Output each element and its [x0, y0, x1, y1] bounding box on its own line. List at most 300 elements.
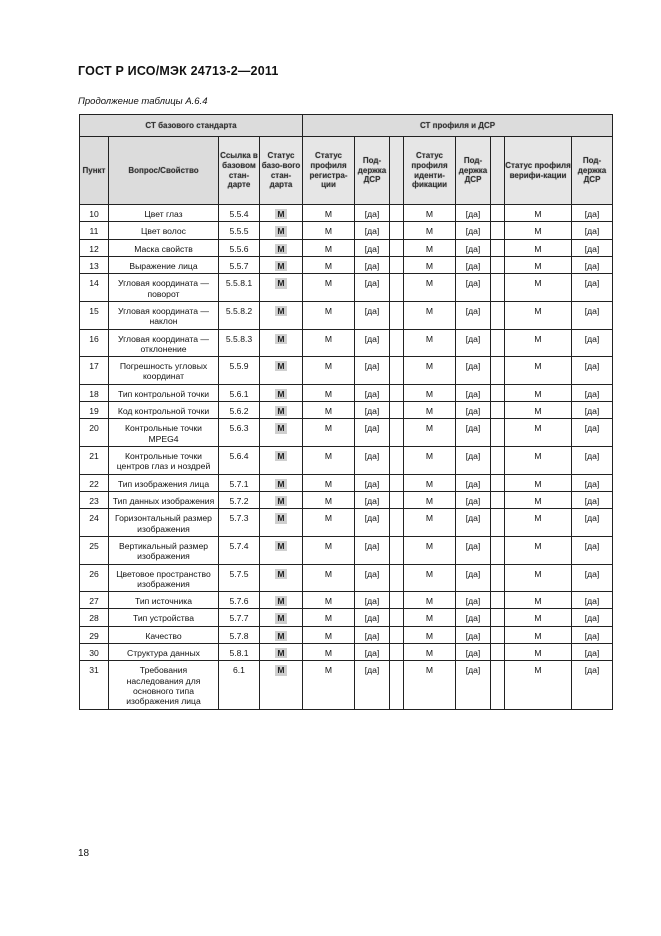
cell-identification-status: М: [404, 239, 456, 256]
cell-base-status: [260, 509, 303, 537]
cell-identification-support: [да]: [456, 402, 491, 419]
cell-verification-support: [да]: [572, 274, 613, 302]
status-badge: М: [277, 333, 285, 344]
cell-gap: [491, 626, 505, 643]
cell-registration-support: [да]: [355, 509, 390, 537]
column-header-question: Вопрос/Свойство: [109, 137, 219, 205]
cell-registration-support: [да]: [355, 536, 390, 564]
cell-base-status: [260, 644, 303, 661]
cell-identification-status: М: [404, 491, 456, 508]
cell-identification-status: М: [404, 301, 456, 329]
cell-identification-support: [да]: [456, 491, 491, 508]
table-row: [80, 474, 613, 491]
cell-verification-status: М: [505, 491, 572, 508]
cell-base-status: [260, 256, 303, 273]
cell-verification-support: [да]: [572, 222, 613, 239]
cell-registration-status: М: [303, 419, 355, 447]
cell-gap: [491, 384, 505, 401]
cell-verification-support: [да]: [572, 626, 613, 643]
cell-base-ref: 5.7.8: [219, 626, 260, 643]
cell-registration-status: М: [303, 357, 355, 385]
cell-verification-support: [да]: [572, 609, 613, 626]
cell-registration-status: М: [303, 205, 355, 222]
status-badge: М: [277, 540, 285, 551]
table-row: [80, 509, 613, 537]
cell-verification-status: М: [505, 644, 572, 661]
cell-question: Тип устройства: [109, 609, 219, 626]
cell-verification-support: [да]: [572, 447, 613, 475]
cell-base-status: [260, 447, 303, 475]
cell-gap: [390, 402, 404, 419]
cell-verification-support: [да]: [572, 644, 613, 661]
cell-registration-support: [да]: [355, 222, 390, 239]
cell-registration-support: [да]: [355, 205, 390, 222]
cell-verification-support: [да]: [572, 536, 613, 564]
table-row: [80, 402, 613, 419]
cell-identification-status: М: [404, 329, 456, 357]
cell-base-ref: 5.5.7: [219, 256, 260, 273]
cell-item-number: 17: [80, 357, 109, 385]
cell-identification-status: М: [404, 357, 456, 385]
cell-verification-support: [да]: [572, 357, 613, 385]
cell-gap: [491, 419, 505, 447]
cell-verification-support: [да]: [572, 256, 613, 273]
table-row: [80, 239, 613, 256]
cell-item-number: 30: [80, 644, 109, 661]
table-row: [80, 661, 613, 709]
cell-item-number: 20: [80, 419, 109, 447]
cell-identification-support: [да]: [456, 609, 491, 626]
cell-identification-support: [да]: [456, 592, 491, 609]
status-badge: М: [277, 568, 285, 579]
cell-base-status: [260, 609, 303, 626]
cell-verification-support: [да]: [572, 661, 613, 709]
cell-registration-support: [да]: [355, 564, 390, 592]
cell-verification-status: М: [505, 402, 572, 419]
conformance-table: [79, 114, 613, 710]
cell-verification-support: [да]: [572, 205, 613, 222]
table-row: [80, 329, 613, 357]
table-row: [80, 536, 613, 564]
cell-verification-status: М: [505, 239, 572, 256]
cell-item-number: 13: [80, 256, 109, 273]
column-header-verification-status: Статус профиля верифи-кации: [505, 137, 572, 205]
cell-base-ref: 5.7.3: [219, 509, 260, 537]
table-row: [80, 447, 613, 475]
cell-identification-status: М: [404, 536, 456, 564]
cell-identification-support: [да]: [456, 205, 491, 222]
cell-item-number: 19: [80, 402, 109, 419]
cell-item-number: 11: [80, 222, 109, 239]
table-row: [80, 222, 613, 239]
cell-question: Тип источника: [109, 592, 219, 609]
cell-registration-support: [да]: [355, 474, 390, 491]
cell-identification-support: [да]: [456, 222, 491, 239]
cell-gap: [390, 626, 404, 643]
profile-group-header: СТ профиля и ДСР: [303, 115, 613, 137]
cell-verification-support: [да]: [572, 384, 613, 401]
cell-registration-status: М: [303, 384, 355, 401]
cell-identification-support: [да]: [456, 536, 491, 564]
status-badge: М: [277, 495, 285, 506]
cell-question: Цвет волос: [109, 222, 219, 239]
cell-verification-support: [да]: [572, 239, 613, 256]
cell-base-status: [260, 419, 303, 447]
table-row: [80, 609, 613, 626]
cell-identification-support: [да]: [456, 447, 491, 475]
column-header-verification-support: Под-держка ДСР: [572, 137, 613, 205]
status-badge: М: [277, 226, 285, 237]
status-badge: М: [277, 648, 285, 659]
cell-verification-support: [да]: [572, 301, 613, 329]
cell-gap: [491, 491, 505, 508]
cell-gap: [491, 609, 505, 626]
column-header-registration-support: Под-держка ДСР: [355, 137, 390, 205]
cell-base-ref: 5.5.8.1: [219, 274, 260, 302]
cell-verification-status: М: [505, 592, 572, 609]
cell-question: Требования наследования для основного типа изображения лица: [109, 661, 219, 709]
status-badge: М: [277, 243, 285, 254]
cell-item-number: 10: [80, 205, 109, 222]
cell-gap: [390, 239, 404, 256]
cell-gap: [390, 536, 404, 564]
cell-registration-status: М: [303, 626, 355, 643]
cell-registration-support: [да]: [355, 301, 390, 329]
cell-gap: [390, 222, 404, 239]
cell-gap: [390, 491, 404, 508]
cell-base-ref: 5.5.4: [219, 205, 260, 222]
cell-base-status: [260, 357, 303, 385]
table-body: [80, 205, 613, 710]
cell-gap: [491, 644, 505, 661]
cell-verification-support: [да]: [572, 491, 613, 508]
table-row: [80, 419, 613, 447]
status-badge: М: [277, 596, 285, 607]
cell-verification-status: М: [505, 222, 572, 239]
cell-registration-support: [да]: [355, 661, 390, 709]
cell-item-number: 22: [80, 474, 109, 491]
cell-base-status: [260, 205, 303, 222]
cell-gap: [390, 609, 404, 626]
cell-gap: [390, 419, 404, 447]
cell-gap: [491, 357, 505, 385]
cell-registration-support: [да]: [355, 402, 390, 419]
cell-identification-status: М: [404, 256, 456, 273]
cell-gap: [390, 509, 404, 537]
cell-item-number: 28: [80, 609, 109, 626]
cell-gap: [390, 329, 404, 357]
status-badge: М: [277, 406, 285, 417]
cell-registration-status: М: [303, 239, 355, 256]
status-badge: М: [277, 513, 285, 524]
cell-gap: [491, 205, 505, 222]
cell-gap: [390, 301, 404, 329]
cell-base-status: [260, 239, 303, 256]
cell-gap: [491, 536, 505, 564]
cell-question: Угловая координата — поворот: [109, 274, 219, 302]
status-badge: М: [277, 451, 285, 461]
cell-gap: [491, 301, 505, 329]
table-row: [80, 384, 613, 401]
cell-verification-status: М: [505, 626, 572, 643]
column-gap: [390, 137, 404, 205]
column-header-base-ref: Ссылка в базовом стан-дарте: [219, 137, 260, 205]
table-caption: Продолжение таблицы А.6.4: [78, 96, 208, 107]
cell-identification-support: [да]: [456, 509, 491, 537]
cell-base-ref: 5.7.5: [219, 564, 260, 592]
table-row: [80, 357, 613, 385]
cell-verification-status: М: [505, 474, 572, 491]
page-number: 18: [78, 848, 90, 859]
cell-gap: [390, 256, 404, 273]
cell-registration-status: М: [303, 329, 355, 357]
cell-verification-status: М: [505, 447, 572, 475]
cell-registration-status: М: [303, 222, 355, 239]
cell-registration-status: М: [303, 509, 355, 537]
cell-gap: [390, 447, 404, 475]
cell-gap: [390, 474, 404, 491]
cell-gap: [390, 384, 404, 401]
cell-question: Угловая координата — отклонение: [109, 329, 219, 357]
cell-identification-status: М: [404, 564, 456, 592]
cell-question: Погрешность угловых координат: [109, 357, 219, 385]
cell-registration-status: М: [303, 474, 355, 491]
cell-item-number: 23: [80, 491, 109, 508]
cell-base-ref: 5.6.3: [219, 419, 260, 447]
cell-verification-status: М: [505, 564, 572, 592]
cell-base-ref: 5.7.1: [219, 474, 260, 491]
cell-gap: [390, 644, 404, 661]
cell-question: Тип изображения лица: [109, 474, 219, 491]
cell-question: Маска свойств: [109, 239, 219, 256]
cell-base-ref: 5.6.1: [219, 384, 260, 401]
cell-gap: [491, 661, 505, 709]
cell-base-status: [260, 536, 303, 564]
cell-registration-support: [да]: [355, 384, 390, 401]
cell-registration-support: [да]: [355, 329, 390, 357]
cell-base-status: [260, 592, 303, 609]
cell-verification-status: М: [505, 661, 572, 709]
cell-question: Контрольные точки центров глаз и ноздрей: [109, 447, 219, 475]
cell-identification-support: [да]: [456, 384, 491, 401]
cell-gap: [491, 274, 505, 302]
cell-registration-status: М: [303, 256, 355, 273]
cell-identification-support: [да]: [456, 564, 491, 592]
status-badge: М: [277, 209, 285, 219]
cell-identification-support: [да]: [456, 357, 491, 385]
cell-gap: [390, 661, 404, 709]
cell-registration-support: [да]: [355, 274, 390, 302]
table-row: [80, 205, 613, 222]
cell-registration-support: [да]: [355, 626, 390, 643]
cell-item-number: 16: [80, 329, 109, 357]
column-header-identification-status: Статус профиля иденти-фикации: [404, 137, 456, 205]
cell-base-status: [260, 384, 303, 401]
cell-verification-support: [да]: [572, 474, 613, 491]
status-badge: М: [277, 478, 285, 489]
cell-item-number: 27: [80, 592, 109, 609]
cell-item-number: 14: [80, 274, 109, 302]
cell-verification-status: М: [505, 384, 572, 401]
cell-gap: [491, 592, 505, 609]
cell-question: Цветовое пространство изображения: [109, 564, 219, 592]
cell-base-ref: 5.7.4: [219, 536, 260, 564]
cell-verification-support: [да]: [572, 564, 613, 592]
cell-item-number: 18: [80, 384, 109, 401]
table-row: [80, 301, 613, 329]
cell-base-status: [260, 626, 303, 643]
cell-identification-support: [да]: [456, 419, 491, 447]
cell-verification-support: [да]: [572, 402, 613, 419]
cell-question: Качество: [109, 626, 219, 643]
cell-identification-status: М: [404, 661, 456, 709]
cell-registration-status: М: [303, 447, 355, 475]
cell-verification-status: М: [505, 357, 572, 385]
cell-question: Код контрольной точки: [109, 402, 219, 419]
cell-verification-status: М: [505, 609, 572, 626]
cell-registration-support: [да]: [355, 491, 390, 508]
cell-verification-status: М: [505, 419, 572, 447]
cell-identification-status: М: [404, 626, 456, 643]
table-row: [80, 256, 613, 273]
cell-registration-status: М: [303, 301, 355, 329]
cell-base-ref: 5.6.2: [219, 402, 260, 419]
cell-verification-support: [да]: [572, 592, 613, 609]
cell-identification-status: М: [404, 609, 456, 626]
column-header-identification-support: Под-держка ДСР: [456, 137, 491, 205]
cell-gap: [491, 474, 505, 491]
cell-identification-support: [да]: [456, 256, 491, 273]
cell-question: Горизонтальный размер изображения: [109, 509, 219, 537]
cell-verification-status: М: [505, 256, 572, 273]
cell-registration-support: [да]: [355, 644, 390, 661]
cell-registration-support: [да]: [355, 239, 390, 256]
cell-question: Угловая координата — наклон: [109, 301, 219, 329]
status-badge: М: [277, 423, 285, 434]
cell-base-ref: 5.6.4: [219, 447, 260, 475]
cell-registration-support: [да]: [355, 357, 390, 385]
cell-verification-status: М: [505, 536, 572, 564]
cell-identification-status: М: [404, 274, 456, 302]
cell-item-number: 12: [80, 239, 109, 256]
cell-item-number: 25: [80, 536, 109, 564]
cell-verification-status: М: [505, 205, 572, 222]
cell-base-ref: 5.5.8.3: [219, 329, 260, 357]
cell-identification-support: [да]: [456, 301, 491, 329]
status-badge: М: [277, 665, 285, 676]
cell-base-ref: 5.8.1: [219, 644, 260, 661]
cell-base-ref: 6.1: [219, 661, 260, 709]
cell-item-number: 24: [80, 509, 109, 537]
cell-gap: [390, 592, 404, 609]
cell-base-ref: 5.7.2: [219, 491, 260, 508]
cell-base-ref: 5.7.6: [219, 592, 260, 609]
cell-identification-status: М: [404, 402, 456, 419]
cell-question: Контрольные точки MPEG4: [109, 419, 219, 447]
cell-base-status: [260, 491, 303, 508]
status-badge: М: [277, 278, 285, 289]
status-badge: М: [277, 260, 285, 271]
cell-item-number: 26: [80, 564, 109, 592]
cell-base-status: [260, 402, 303, 419]
column-gap: [491, 137, 505, 205]
cell-gap: [491, 239, 505, 256]
cell-registration-status: М: [303, 274, 355, 302]
cell-item-number: 15: [80, 301, 109, 329]
cell-base-status: [260, 564, 303, 592]
cell-registration-status: М: [303, 609, 355, 626]
status-badge: М: [277, 305, 285, 316]
cell-item-number: 29: [80, 626, 109, 643]
cell-base-status: [260, 222, 303, 239]
table-row: [80, 491, 613, 508]
cell-gap: [491, 256, 505, 273]
cell-question: Цвет глаз: [109, 205, 219, 222]
cell-identification-status: М: [404, 509, 456, 537]
cell-registration-status: М: [303, 402, 355, 419]
cell-gap: [491, 447, 505, 475]
cell-identification-status: М: [404, 205, 456, 222]
cell-base-ref: 5.5.8.2: [219, 301, 260, 329]
cell-gap: [390, 357, 404, 385]
document-title: ГОСТ Р ИСО/МЭК 24713-2—2011: [78, 64, 279, 78]
cell-question: Выражение лица: [109, 256, 219, 273]
cell-registration-support: [да]: [355, 447, 390, 475]
cell-gap: [390, 205, 404, 222]
cell-verification-status: М: [505, 329, 572, 357]
table-row: [80, 274, 613, 302]
cell-base-ref: 5.5.6: [219, 239, 260, 256]
cell-identification-support: [да]: [456, 239, 491, 256]
cell-question: Вертикальный размер изображения: [109, 536, 219, 564]
cell-base-ref: 5.7.7: [219, 609, 260, 626]
cell-registration-status: М: [303, 661, 355, 709]
cell-identification-status: М: [404, 474, 456, 491]
cell-base-ref: 5.5.9: [219, 357, 260, 385]
cell-identification-support: [да]: [456, 644, 491, 661]
cell-verification-status: М: [505, 274, 572, 302]
cell-item-number: 21: [80, 447, 109, 475]
cell-identification-status: М: [404, 447, 456, 475]
cell-registration-support: [да]: [355, 609, 390, 626]
cell-identification-support: [да]: [456, 329, 491, 357]
cell-identification-status: М: [404, 384, 456, 401]
status-badge: М: [277, 613, 285, 624]
cell-gap: [491, 402, 505, 419]
cell-gap: [491, 509, 505, 537]
cell-registration-status: М: [303, 644, 355, 661]
table-row: [80, 644, 613, 661]
cell-verification-support: [да]: [572, 419, 613, 447]
status-badge: М: [277, 388, 285, 399]
cell-question: Тип контрольной точки: [109, 384, 219, 401]
cell-question: Структура данных: [109, 644, 219, 661]
cell-identification-support: [да]: [456, 661, 491, 709]
cell-registration-status: М: [303, 491, 355, 508]
cell-identification-support: [да]: [456, 274, 491, 302]
cell-item-number: 31: [80, 661, 109, 709]
cell-gap: [491, 329, 505, 357]
base-standard-group-header: СТ базового стандарта: [80, 115, 303, 137]
cell-registration-status: М: [303, 536, 355, 564]
cell-base-status: [260, 274, 303, 302]
cell-base-ref: 5.5.5: [219, 222, 260, 239]
cell-verification-support: [да]: [572, 509, 613, 537]
cell-registration-status: М: [303, 564, 355, 592]
cell-identification-status: М: [404, 222, 456, 239]
cell-identification-status: М: [404, 644, 456, 661]
cell-identification-status: М: [404, 592, 456, 609]
